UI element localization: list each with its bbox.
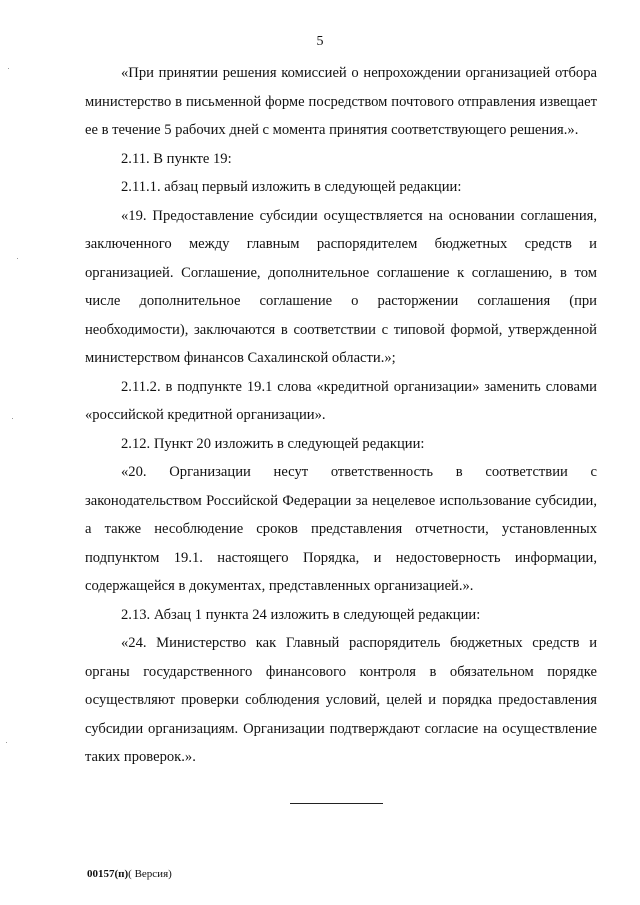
paragraph-item-24: «24. Министерство как Главный распорядитель бюджетных средств и органы государственного финансового контроля в обязательном порядке осуществляют проверки соблюдения условий, целей и порядка предоставления субсидии организациям. Организации подтверждают согласие на осуществление таких проверок.». <box>85 635 597 765</box>
paragraph-2-12: 2.12. Пункт 20 изложить в следующей редакции: <box>121 435 425 452</box>
paragraph-2-11-2: 2.11.2. в подпункте 19.1 слова «кредитной организации» заменить словами «российской кредитной организации». <box>85 378 597 423</box>
footer-code: 00157(п) <box>87 868 129 880</box>
paragraph-2-13: 2.13. Абзац 1 пункта 24 изложить в следующей редакции: <box>121 606 481 623</box>
footer-document-code <box>87 868 172 880</box>
paragraph-item-20: «20. Организации несут ответственность в соответствии с законодательством Российской Федерации за нецелевое использование субсидии, а также несоблюдение сроков представления отчетности, установленных подпунктом 19.1. настоящего Порядка, и недостоверность информации, содержащейся в документах, представленных организацией.». <box>85 464 597 594</box>
scan-artifact-dot <box>12 418 13 419</box>
scan-artifact-dot <box>6 742 7 743</box>
scan-artifact-dot <box>17 258 18 259</box>
paragraph-2-11: 2.11. В пункте 19: <box>121 150 232 167</box>
paragraph-item-19: «19. Предоставление субсидии осуществляется на основании соглашения, заключенного между главным распорядителем бюджетных средств и организацией. Соглашение, дополнительное соглашение к соглашению, в том числе дополнительное соглашение о расторжении соглашения (при необходимости), заключаются в соответствии с типовой формой, утвержденной министерством финансов Сахалинской области.»; <box>85 207 597 366</box>
document-body <box>85 59 597 772</box>
scan-artifact-dot <box>8 68 9 69</box>
end-separator-line <box>290 803 383 804</box>
footer-version: ( Версия) <box>128 868 172 880</box>
paragraph-2-11-1: 2.11.1. абзац первый изложить в следующей редакции: <box>121 179 462 195</box>
paragraph-commission-decision: «При принятии решения комиссией о непрохождении организацией отбора министерство в письменной форме посредством почтового отправления извещает ее в течение 5 рабочих дней с момента принятия соответствующего решения.». <box>85 65 597 138</box>
page-number: 5 <box>316 34 324 49</box>
